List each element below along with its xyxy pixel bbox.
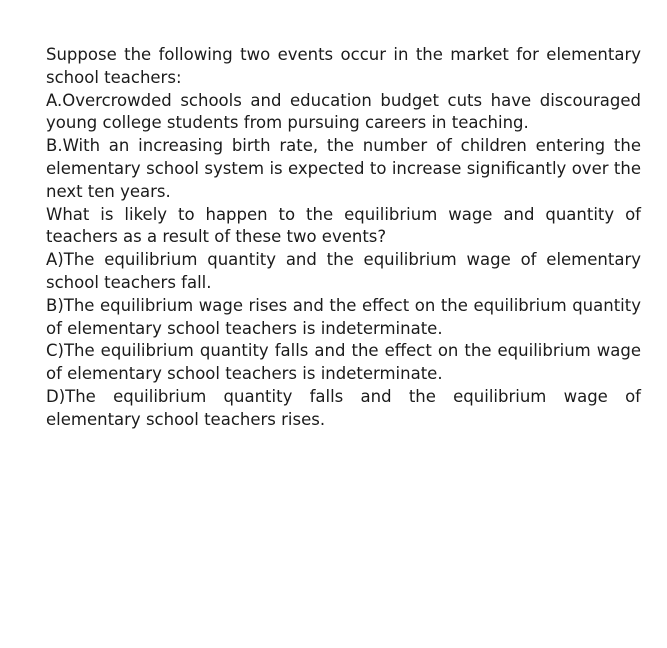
event-b: B.With an increasing birth rate, the number of children entering the elementary school system is expected to increase significantly over the next ten years. bbox=[46, 136, 641, 201]
question-intro: Suppose the following two events occur in the market for elementary school teachers: bbox=[46, 45, 641, 87]
event-a: A.Overcrowded schools and education budget cuts have discouraged young college students from pursuing careers in teaching. bbox=[46, 90, 641, 133]
option-d: D)The equilibrium quantity falls and the equilibrium wage of elementary school teachers rises. bbox=[46, 386, 641, 429]
question-document bbox=[46, 44, 641, 432]
option-a: A)The equilibrium quantity and the equilibrium wage of elementary school teachers fall. bbox=[46, 250, 641, 292]
question-prompt: What is likely to happen to the equilibrium wage and quantity of teachers as a result of these two events? bbox=[46, 204, 641, 247]
option-b: B)The equilibrium wage rises and the effect on the equilibrium quantity of elementary school teachers is indeterminate. bbox=[46, 295, 641, 338]
option-c: C)The equilibrium quantity falls and the effect on the equilibrium wage of elementary school teachers is indeterminate. bbox=[46, 341, 641, 384]
